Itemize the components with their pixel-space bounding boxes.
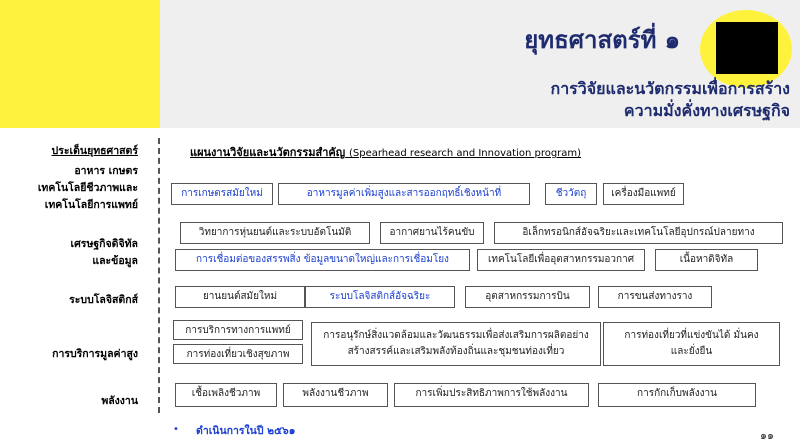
category-high-value-services: การบริการมูลค่าสูง bbox=[52, 348, 138, 360]
section-title bbox=[190, 143, 581, 161]
program-smart-logistics: ระบบโลจิสติกส์อัจฉริยะ bbox=[305, 286, 455, 308]
program-high-value-food: อาหารมูลค่าเพิ่มสูงและสารออกฤทธิ์เชิงหน้าที่ bbox=[278, 183, 530, 205]
page-number: ๑๑ bbox=[760, 429, 774, 442]
program-robotics-automation: วิทยาการหุ่นยนต์และระบบอัตโนมัติ bbox=[180, 222, 370, 244]
slide-subtitle bbox=[420, 78, 790, 122]
program-competitive-tourism: การท่องเที่ยวที่แข่งขันได้ มั่นคง และยั่งยืน bbox=[603, 322, 780, 366]
program-space-industry: เทคโนโลยีเพื่ออุตสาหกรรมอวกาศ bbox=[477, 249, 645, 271]
program-uav: อากาศยานไร้คนขับ bbox=[380, 222, 484, 244]
category-line: เศรษฐกิจดิจิทัล bbox=[70, 238, 138, 250]
section-title-th: แผนงานวิจัยและนวัตกรรมสำคัญ bbox=[190, 146, 346, 159]
subtitle-line-1: การวิจัยและนวัตกรรมเพื่อการสร้าง bbox=[550, 79, 790, 98]
sidebar-heading bbox=[8, 143, 138, 160]
slide-title: ยุทธศาสตร์ที่ ๑ bbox=[524, 26, 680, 54]
program-energy-storage: การกักเก็บพลังงาน bbox=[598, 383, 756, 407]
black-square-decoration bbox=[716, 22, 778, 74]
program-bioenergy: พลังงานชีวภาพ bbox=[283, 383, 388, 407]
program-medical-devices: เครื่องมือแพทย์ bbox=[603, 183, 684, 205]
program-environment-culture-conservation: การอนุรักษ์สิ่งแวดล้อมและวัฒนธรรมเพื่อส่งเสริมการผลิตอย่างสร้างสรรค์และเสริมพลังท้องถิ่นและชุมชนท่องเที่ยว bbox=[311, 322, 601, 366]
category-energy: พลังงาน bbox=[101, 395, 138, 407]
bullet-icon: • bbox=[173, 424, 179, 435]
category-digital-economy bbox=[8, 236, 138, 270]
program-modern-agriculture: การเกษตรสมัยใหม่ bbox=[171, 183, 273, 205]
category-line: เทคโนโลยีการแพทย์ bbox=[44, 199, 138, 211]
program-biologics: ชีววัตถุ bbox=[545, 183, 597, 205]
program-medical-services: การบริการทางการแพทย์ bbox=[173, 320, 303, 340]
program-biofuel: เชื้อเพลิงชีวภาพ bbox=[175, 383, 277, 407]
section-title-en: (Spearhead research and Innovation program) bbox=[348, 148, 582, 159]
yellow-corner-block bbox=[0, 0, 160, 128]
program-rail-transport: การขนส่งทางราง bbox=[598, 286, 712, 308]
program-aviation-industry: อุตสาหกรรมการบิน bbox=[465, 286, 590, 308]
program-iot-big-data: การเชื่อมต่อของสรรพสิ่ง ข้อมูลขนาดใหญ่และการเชื่อมโยง bbox=[175, 249, 470, 271]
category-line: เทคโนโลยีชีวภาพและ bbox=[37, 182, 138, 194]
category-logistics: ระบบโลจิสติกส์ bbox=[69, 294, 138, 306]
program-digital-content: เนื้อหาดิจิทัล bbox=[655, 249, 758, 271]
category-line: และข้อมูล bbox=[92, 255, 138, 267]
program-energy-efficiency: การเพิ่มประสิทธิภาพการใช้พลังงาน bbox=[394, 383, 589, 407]
category-food-biotech-medtech bbox=[8, 163, 138, 214]
subtitle-line-2: ความมั่งคั่งทางเศรษฐกิจ bbox=[623, 101, 790, 120]
category-line: อาหาร เกษตร bbox=[74, 165, 138, 177]
program-health-tourism: การท่องเที่ยวเชิงสุขภาพ bbox=[173, 344, 303, 364]
sidebar-heading-text: ประเด็นยุทธศาสตร์ bbox=[51, 145, 138, 157]
program-modern-vehicles: ยานยนต์สมัยใหม่ bbox=[175, 286, 305, 308]
vertical-divider bbox=[158, 138, 160, 413]
footer-note: ดำเนินการในปี ๒๕๖๑ bbox=[196, 425, 296, 437]
program-smart-electronics: อิเล็กทรอนิกส์อัจฉริยะและเทคโนโลยีอุปกรณ์ปลายทาง bbox=[494, 222, 783, 244]
